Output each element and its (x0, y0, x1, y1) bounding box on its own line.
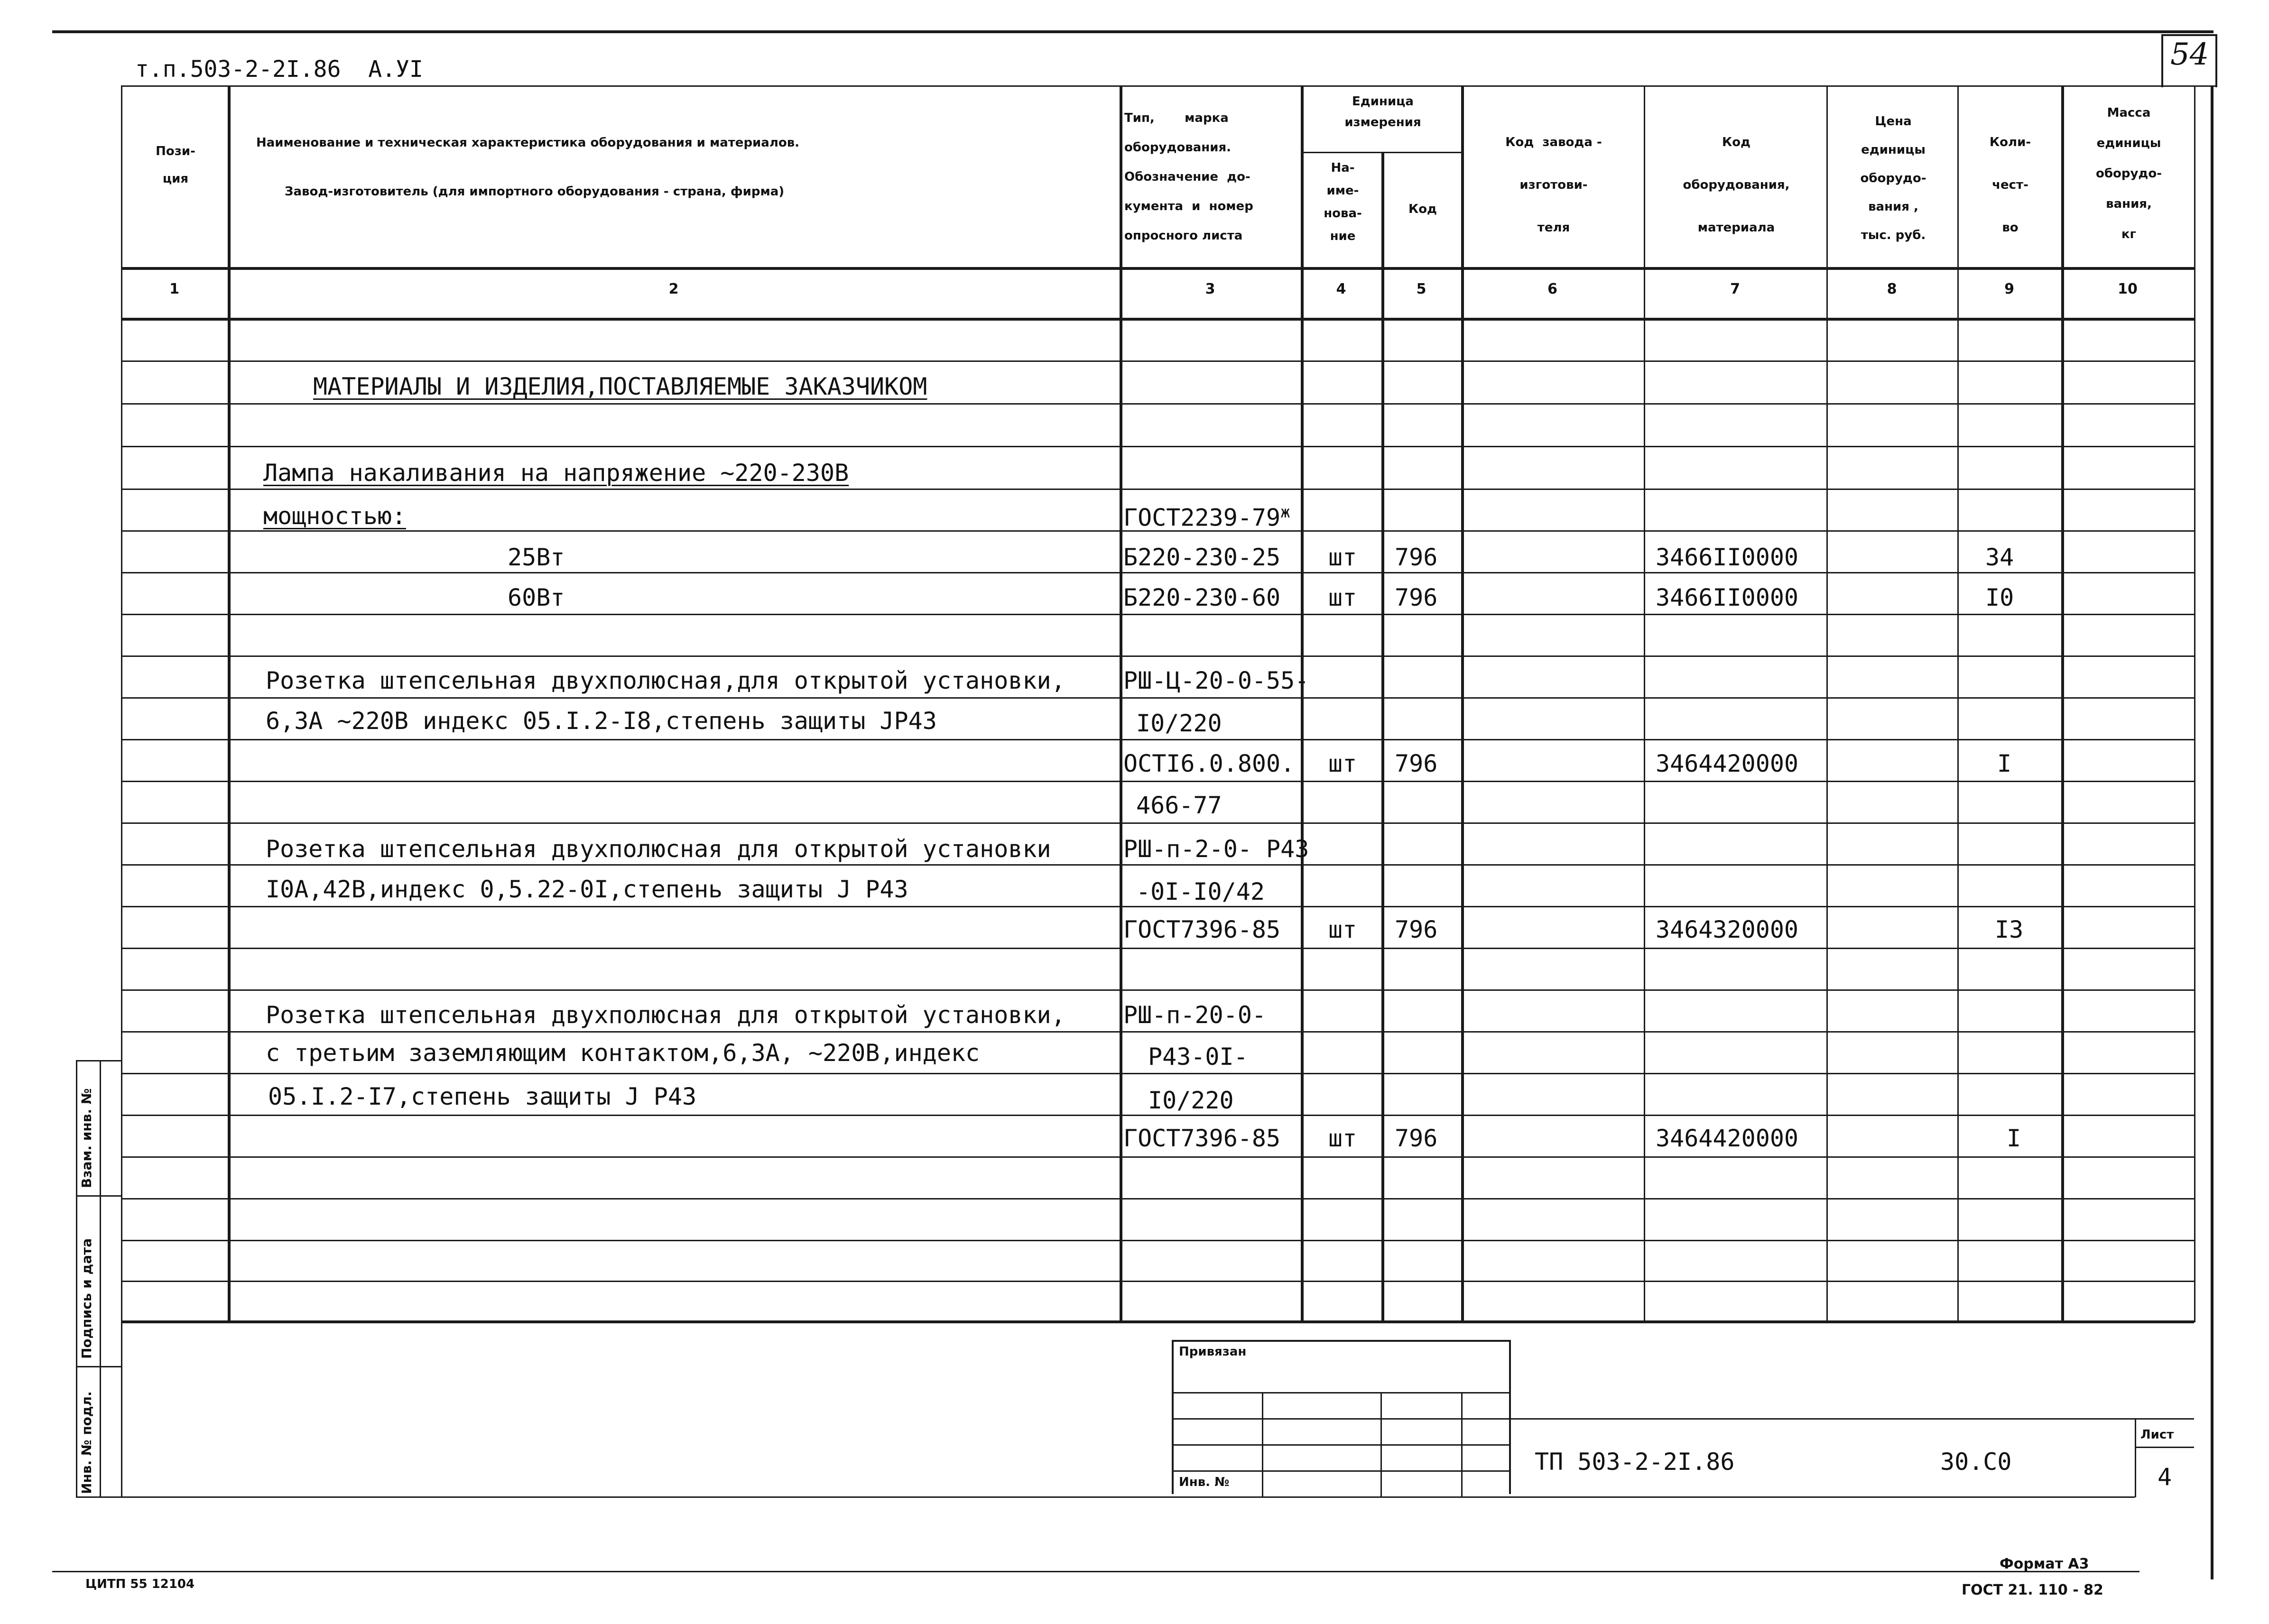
section-title: МАТЕРИАЛЫ И ИЗДЕЛИЯ,ПОСТАВЛЯЕМЫЕ ЗАКАЗЧИКОМ (313, 373, 927, 400)
page-number-handwritten: 54 (2170, 37, 2209, 72)
col-num-7: 7 (1730, 281, 1740, 297)
row-unit: шт (1328, 750, 1357, 777)
header-type: Тип, марка оборудования. Обозначение до- кумента и номер опросного листа (1124, 111, 1253, 243)
header-unit-name: На- име- нова- ние (1324, 161, 1362, 243)
footer-format: Формат А3 (2000, 1556, 2089, 1572)
col-num-6: 6 (1547, 281, 1557, 297)
row-unit-code: 796 (1395, 916, 1438, 943)
row-type: РШ-Ц-20-0-55- (1123, 667, 1309, 694)
header-unit-group: Единица измерения (1344, 94, 1421, 129)
header-unit-code: Код (1408, 202, 1437, 216)
row-unit: шт (1328, 916, 1357, 943)
header-quantity: Коли- чест- во (1989, 135, 2031, 235)
row-type: I0/220 (1136, 710, 1222, 737)
row-code: 3464420000 (1656, 1125, 1799, 1152)
row-code: 3464420000 (1656, 750, 1799, 777)
row-type: ГОСТ7396-85 (1123, 916, 1281, 943)
row-type: ГОСТ7396-85 (1123, 1125, 1281, 1152)
row-type: РШ-п-20-0- (1123, 1001, 1267, 1029)
row-qty: I3 (1995, 916, 2024, 943)
footer-left: ЦИТП 55 12104 (85, 1577, 195, 1591)
col-num-5: 5 (1416, 281, 1426, 297)
row-name: Розетка штепсельная двухполюсная,для открытой установки, (266, 667, 1065, 694)
footer-gost: ГОСТ 21. 110 - 82 (1962, 1582, 2103, 1598)
row-qty: I (1997, 750, 2012, 777)
stamp-inv-no: Инв. № (1179, 1475, 1230, 1489)
col-num-1: 1 (169, 281, 179, 297)
header-equipment-code: Код оборудования, материала (1683, 135, 1790, 235)
row-unit-code: 796 (1395, 750, 1438, 777)
row-name: Розетка штепсельная двухполюсная для открытой установки (266, 835, 1051, 863)
row-type: Б220-230-25 (1123, 544, 1281, 571)
row-name: 05.I.2-I7,степень защиты Ј Р43 (268, 1083, 697, 1110)
side-label-signature: Подпись и дата (79, 1238, 94, 1359)
doc-code-top: т.п.503-2-2I.86 А.УI (135, 56, 423, 83)
col-num-9: 9 (2004, 281, 2014, 297)
col-num-4: 4 (1336, 281, 1346, 297)
row-name: с третьим заземляющим контактом,6,3А, ~220В,индекс (266, 1039, 980, 1067)
stamp-doc-code: ТП 503-2-2I.86 (1535, 1448, 1735, 1476)
row-qty: I (2007, 1125, 2021, 1152)
row-code: 3466II0000 (1656, 584, 1799, 611)
row-unit-code: 796 (1395, 584, 1438, 611)
row-name: мощностью: (263, 502, 407, 530)
row-type: -0I-I0/42 (1136, 878, 1265, 905)
row-type: $ГОСТ2239-79^ж$ (1123, 503, 1290, 532)
col-num-2: 2 (668, 281, 679, 297)
row-name: I0А,42В,индекс 0,5.22-0I,степень защиты Ј Р43 (266, 876, 908, 903)
row-type: ОСТI6.0.800. (1123, 750, 1295, 777)
stamp-sheet-code: 30.С0 (1940, 1448, 2012, 1476)
col-num-10: 10 (2118, 281, 2138, 297)
row-code: 3466II0000 (1656, 544, 1799, 571)
row-type: I0/220 (1148, 1087, 1234, 1114)
row-unit-code: 796 (1395, 1125, 1438, 1152)
row-type: РШ-п-2-0- Р43 (1123, 835, 1309, 863)
side-label-vzam: Взам. инв. № (79, 1088, 94, 1188)
stamp-list-label: Лист (2140, 1428, 2174, 1442)
col-num-8: 8 (1887, 281, 1897, 297)
row-qty: I0 (1985, 584, 2014, 611)
header-name-line2: Завод-изготовитель (для импортного оборудования - страна, фирма) (285, 185, 785, 199)
side-label-inventory: Инв. № подл. (79, 1391, 94, 1494)
row-name: 6,3А ~220В индекс 05.I.2-I8,степень защиты ЈР43 (266, 707, 937, 735)
row-qty: 34 (1985, 544, 2014, 571)
header-price: Цена единицы оборудо- вания , тыс. руб. (1860, 114, 1926, 242)
row-name: 60Вт (508, 584, 565, 611)
row-unit: шт (1328, 1125, 1357, 1152)
stamp-privyazan: Привязан (1179, 1345, 1247, 1359)
row-unit: шт (1328, 584, 1357, 611)
row-type: Б220-230-60 (1123, 584, 1281, 611)
row-unit-code: 796 (1395, 544, 1438, 571)
header-position: Пози- ция (156, 144, 195, 186)
col-num-3: 3 (1205, 281, 1215, 297)
row-name: 25Вт (508, 544, 565, 571)
header-name-line1: Наименование и техническая характеристика оборудования и материалов. (256, 136, 800, 150)
row-type: Р43-0I- (1148, 1043, 1248, 1070)
row-name: Розетка штепсельная двухполюсная для открытой установки, (266, 1001, 1065, 1029)
header-factory-code: Код завода - изготови- теля (1505, 135, 1602, 235)
row-name: Лампа накаливания на напряжение ~220-230В (263, 459, 849, 487)
stamp-list-value: 4 (2158, 1463, 2172, 1491)
row-unit: шт (1328, 544, 1357, 571)
header-mass: Масса единицы оборудо- вания, кг (2095, 106, 2162, 241)
row-code: 3464320000 (1656, 916, 1799, 943)
row-type: 466-77 (1136, 792, 1222, 819)
